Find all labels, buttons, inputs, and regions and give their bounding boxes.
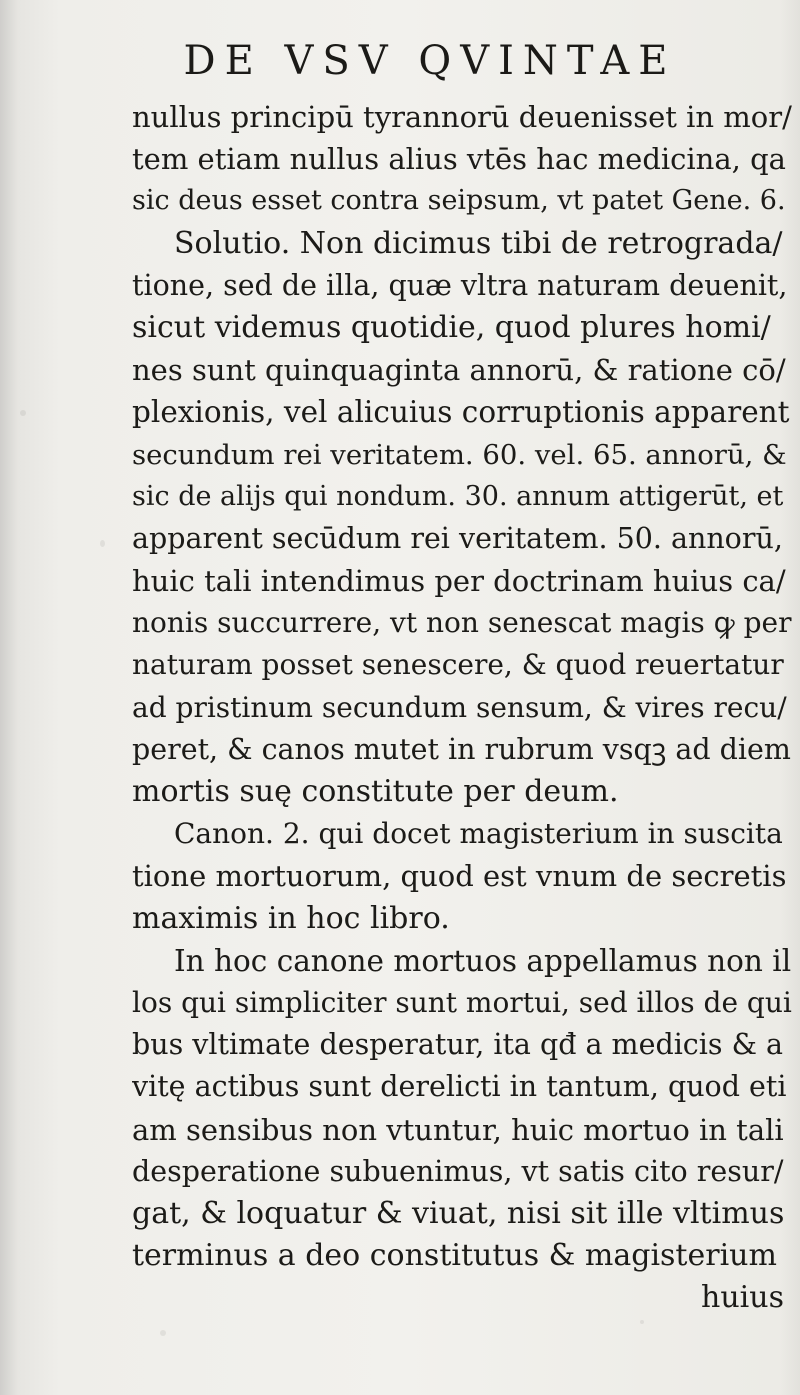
text-line: peret, & canos mutet in rubrum vsqꝫ ad diem (132, 732, 791, 766)
text-line: naturam posset senescere, & quod reuertatur (132, 648, 784, 682)
text-line: los qui simpliciter sunt mortui, sed illos de qui (132, 985, 792, 1019)
text-line: sic deus esset contra seipsum, vt patet Gene. 6. (132, 185, 786, 217)
text-line: maximis in hoc libro. (132, 900, 450, 936)
catchword: huius (701, 1280, 784, 1316)
text-line: nullus principū tyrannorū deuenisset in mor/ (132, 100, 792, 134)
paper-spot (100, 540, 105, 547)
paper-spot (160, 1330, 166, 1336)
text-line: mortis suę constitute per deum. (132, 774, 619, 809)
text-line: plexionis, vel alicuius corruptionis apparent (132, 395, 790, 430)
text-line: In hoc canone mortuos appellamus non il (174, 943, 792, 978)
text-line: tem etiam nullus alius vtēs hac medicina, qa (132, 142, 786, 177)
text-line: Solutio. Non dicimus tibi de retrograda/ (174, 225, 783, 261)
text-line: desperatione subuenimus, vt satis cito resur/ (132, 1154, 784, 1188)
text-line: ad pristinum secundum sensum, & vires recu/ (132, 690, 787, 724)
text-line: huic tali intendimus per doctrinam huius ca/ (132, 564, 786, 599)
text-line: sic de alijs qui nondum. 30. annum attigerūt, et (132, 480, 784, 512)
text-line: terminus a deo constitutus & magisterium (132, 1238, 777, 1274)
paper-spot (640, 1320, 644, 1324)
running-header: DE VSV QVINTAE (183, 38, 677, 84)
text-line: vitę actibus sunt derelicti in tantum, quod eti (132, 1070, 787, 1104)
text-line: tione, sed de illa, quæ vltra naturam deuenit, (132, 268, 788, 302)
text-line: secundum rei veritatem. 60. vel. 65. annorū, & (132, 438, 787, 471)
paper-spot (20, 410, 26, 416)
text-line: apparent secūdum rei veritatem. 50. annorū, (132, 521, 783, 555)
text-line: tione mortuorum, quod est vnum de secretis (132, 859, 787, 894)
body-text (132, 96, 792, 1319)
text-line: nes sunt quinquaginta annorū, & ratione cō/ (132, 353, 786, 388)
text-line: nonis succurrere, vt non senescat magis ꝙ per (132, 606, 792, 640)
text-line: sicut videmus quotidie, quod plures homi/ (132, 309, 771, 345)
text-line: gat, & loquatur & viuat, nisi sit ille vltimus (132, 1195, 785, 1231)
text-line: bus vltimate desperatur, ita qđ a medicis & a (132, 1028, 783, 1062)
text-line: am sensibus non vtuntur, huic mortuo in tali (132, 1112, 784, 1147)
text-line: Canon. 2. qui docet magisterium in suscita (174, 817, 783, 851)
